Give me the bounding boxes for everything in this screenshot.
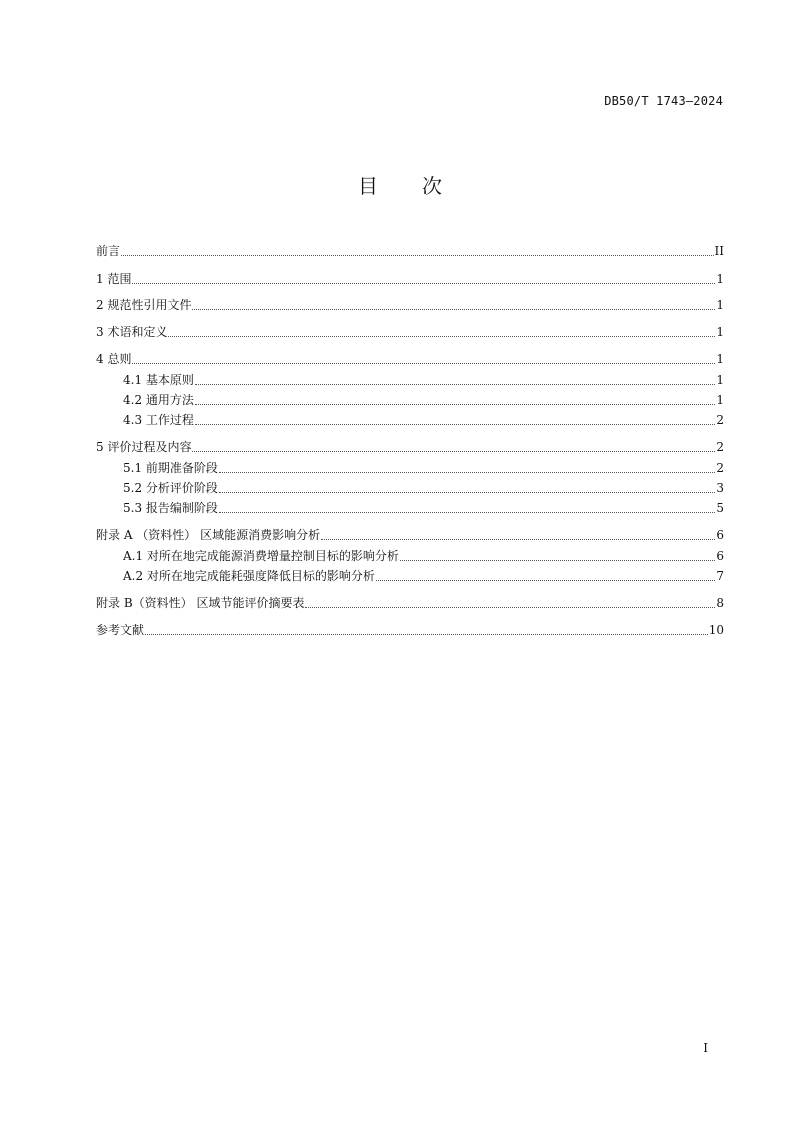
toc-entry-label: 附录 A （资料性） 区域能源消费影响分析: [96, 528, 321, 542]
toc-entry-label: 5.3 报告编制阶段: [123, 501, 218, 515]
toc-entry-page: 1: [716, 393, 724, 407]
toc-entry-label: 4 总则: [96, 352, 132, 366]
toc-entry-normative-references[interactable]: [96, 296, 724, 314]
dot-leader: [321, 535, 715, 540]
dot-leader: [400, 556, 715, 561]
dot-leader: [192, 305, 715, 310]
toc-entry-4-3[interactable]: [123, 411, 724, 429]
toc-entry-label: 4.2 通用方法: [123, 393, 194, 407]
dot-leader: [168, 332, 715, 337]
toc-entry-label: A.1 对所在地完成能源消费增量控制目标的影响分析: [123, 549, 399, 563]
toc-entry-label: A.2 对所在地完成能耗强度降低目标的影响分析: [123, 569, 375, 583]
toc-entry-5-2[interactable]: [123, 479, 724, 497]
toc-entry-evaluation[interactable]: [96, 438, 724, 456]
toc-entry-general[interactable]: [96, 350, 724, 368]
toc-entry-label: 附录 B（资料性） 区域节能评价摘要表: [96, 596, 305, 610]
toc-entry-page: 1: [716, 352, 724, 366]
toc-entry-page: 3: [716, 481, 724, 495]
dot-leader: [195, 380, 715, 385]
toc-entry-a-1[interactable]: [123, 547, 724, 565]
document-number: DB50/T 1743—2024: [604, 94, 723, 108]
toc-entry-scope[interactable]: [96, 270, 724, 288]
toc-entry-page: 10: [708, 623, 724, 637]
toc-entry-page: 2: [716, 461, 724, 475]
toc-entry-label: 前言: [96, 244, 121, 258]
toc-entry-page: 1: [716, 373, 724, 387]
toc-entry-page: 6: [716, 549, 724, 563]
dot-leader: [219, 468, 715, 473]
toc-entry-page: 6: [716, 528, 724, 542]
toc-entry-page: II: [714, 244, 724, 258]
toc-entry-4-2[interactable]: [123, 391, 724, 409]
toc-entry-annex-a[interactable]: [96, 526, 724, 544]
toc-entry-page: 1: [716, 272, 724, 286]
dot-leader: [192, 447, 715, 452]
toc-entry-label: 4.3 工作过程: [123, 413, 194, 427]
toc-entry-bibliography[interactable]: [96, 621, 724, 639]
toc-entry-page: 7: [716, 569, 724, 583]
toc-entry-foreword[interactable]: [96, 242, 724, 260]
toc-entry-label: 2 规范性引用文件: [96, 298, 192, 312]
toc-entry-page: 2: [716, 413, 724, 427]
toc-entry-label: 5.2 分析评价阶段: [123, 481, 218, 495]
toc-entry-a-2[interactable]: [123, 567, 724, 585]
toc-entry-5-1[interactable]: [123, 459, 724, 477]
toc-entry-page: 1: [716, 298, 724, 312]
toc-entry-page: 8: [716, 596, 724, 610]
dot-leader: [145, 630, 708, 635]
toc-entry-5-3[interactable]: [123, 499, 724, 517]
dot-leader: [219, 488, 715, 493]
toc-entry-page: 1: [716, 325, 724, 339]
dot-leader: [132, 359, 715, 364]
toc-entry-label: 5.1 前期准备阶段: [123, 461, 218, 475]
dot-leader: [121, 251, 714, 256]
toc-entry-terms[interactable]: [96, 323, 724, 341]
toc-entry-annex-b[interactable]: [96, 594, 724, 612]
toc-entry-label: 5 评价过程及内容: [96, 440, 192, 454]
toc-entry-page: 5: [716, 501, 724, 515]
dot-leader: [132, 279, 715, 284]
toc-entry-4-1[interactable]: [123, 371, 724, 389]
toc-entry-label: 4.1 基本原则: [123, 373, 194, 387]
toc-title: [0, 170, 800, 199]
toc-entry-page: 2: [716, 440, 724, 454]
dot-leader: [376, 576, 715, 581]
page-number: I: [703, 1041, 708, 1055]
dot-leader: [195, 400, 715, 405]
toc-entry-label: 参考文献: [96, 623, 145, 637]
toc-entry-label: 3 术语和定义: [96, 325, 168, 339]
toc-entry-label: 1 范围: [96, 272, 132, 286]
dot-leader: [305, 603, 715, 608]
toc-title-char-1: 目: [358, 174, 378, 198]
dot-leader: [219, 508, 715, 513]
dot-leader: [195, 420, 715, 425]
toc-title-char-2: 次: [422, 174, 442, 198]
